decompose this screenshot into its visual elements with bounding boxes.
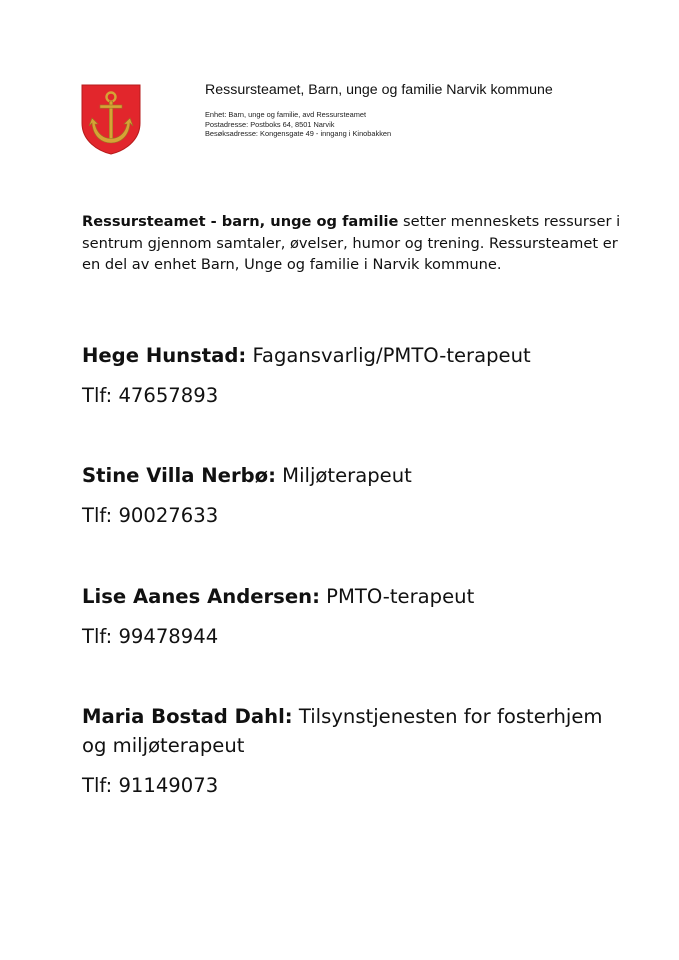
- unit-line: Enhet: Barn, unge og familie, avd Ressursteamet: [205, 110, 367, 119]
- contact-heading: [82, 702, 622, 760]
- contact-name: Hege Hunstad:: [82, 344, 247, 367]
- organization-header: [205, 81, 665, 139]
- contact-heading: [82, 461, 622, 490]
- contact-phone: Tlf: 90027633: [82, 504, 219, 527]
- postal-address: Postadresse: Postboks 64, 8501 Narvik: [205, 119, 335, 129]
- contact-phone: Tlf: 91149073: [82, 774, 219, 797]
- contact-heading: [82, 582, 622, 611]
- organization-title: Ressursteamet, Barn, unge og familie Narvik kommune: [205, 82, 553, 98]
- contact-entry: [82, 702, 622, 800]
- contact-entry: [82, 341, 622, 410]
- visiting-address: Besøksadresse: Kongensgate 49 - inngang i Kinobakken: [205, 129, 392, 138]
- intro-bold: Ressursteamet - barn, unge og familie: [82, 213, 399, 230]
- contact-role: Fagansvarlig/PMTO-terapeut: [246, 344, 531, 367]
- intro-text: setter menneskets ressurser i sentrum gjennom samtaler, øvelser, humor og trening. Ressursteamet er en del av enhet Barn, Unge og familie i Narvik kommune.: [82, 213, 621, 273]
- narvik-crest-icon: [80, 83, 142, 155]
- contact-heading: [82, 341, 622, 370]
- contact-role: Miljøterapeut: [275, 464, 412, 487]
- contact-entry: [82, 582, 622, 651]
- contact-name: Stine Villa Nerbø:: [82, 464, 276, 487]
- contact-phone: Tlf: 47657893: [82, 384, 219, 407]
- contact-phone: Tlf: 99478944: [82, 625, 219, 648]
- contact-name: Maria Bostad Dahl:: [82, 705, 293, 728]
- contact-name: Lise Aanes Andersen:: [82, 585, 320, 608]
- contact-role: PMTO-terapeut: [319, 585, 475, 608]
- contact-role: Tilsynstjenesten for fosterhjem og miljøterapeut: [82, 705, 603, 757]
- intro-paragraph: [82, 211, 622, 276]
- contact-entry: [82, 461, 622, 530]
